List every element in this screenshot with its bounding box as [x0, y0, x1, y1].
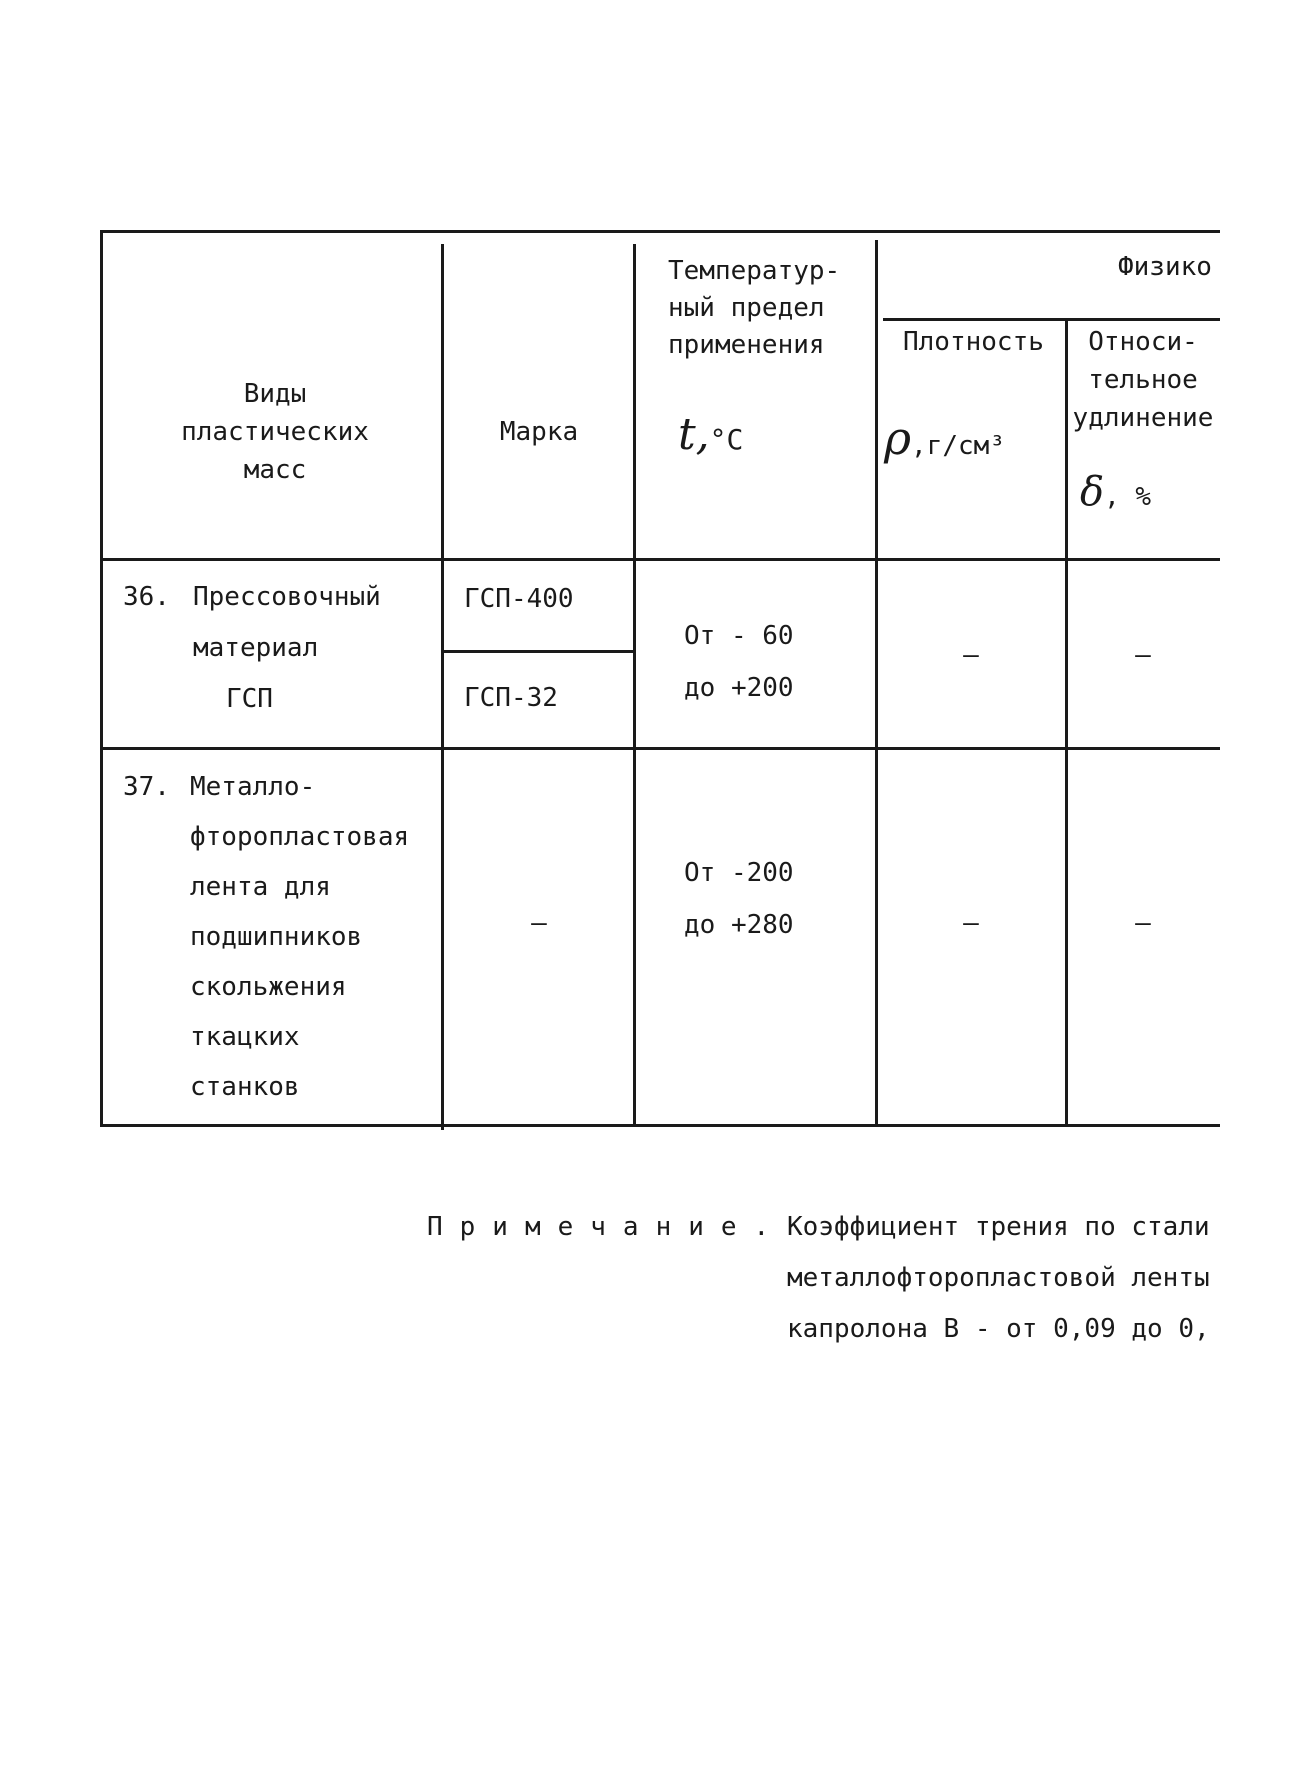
row-36-temp-line: до +200	[684, 673, 794, 703]
row-37-name-line: фторопластовая	[190, 822, 410, 852]
note-line: капролона В - от 0,09 до 0,	[787, 1314, 1210, 1344]
col-divider-4	[1065, 318, 1068, 1124]
table-bottom-border	[100, 1124, 1220, 1127]
row-37-temp-line: От -200	[684, 858, 794, 888]
header-physico: Физико	[1118, 252, 1212, 282]
header-elong-line: удлинение	[1072, 403, 1214, 433]
header-temp-line: ный предел	[668, 293, 825, 323]
row-separator	[100, 747, 1220, 750]
row-36-name-line: ГСП	[226, 684, 273, 714]
row-36-density: —	[963, 640, 979, 670]
row-36-mark-2: ГСП-32	[464, 683, 558, 713]
physico-subheader-line	[883, 318, 1220, 321]
row-36-temp-line: От - 60	[684, 621, 794, 651]
header-bottom-border	[100, 558, 1220, 561]
header-temp-line: Температур-	[668, 256, 841, 286]
elong-unit: , %	[1104, 482, 1152, 512]
temp-unit: °С	[709, 423, 744, 456]
header-elong-line: тельное	[1088, 365, 1198, 395]
header-temp	[668, 256, 840, 360]
col-divider-2	[633, 244, 636, 1124]
mark-split-line	[444, 650, 636, 653]
header-kind	[120, 379, 430, 485]
table-top-border	[100, 230, 1220, 233]
table-left-border	[100, 230, 103, 1124]
temp-symbol: t,	[678, 409, 710, 460]
note-label: Примечание.	[427, 1212, 787, 1242]
row-36-elong: —	[1135, 640, 1151, 670]
header-elong	[1068, 327, 1218, 433]
row-37-temp-line: до +280	[684, 910, 794, 940]
row-37-name-line: Металло-	[190, 772, 316, 802]
row-37-name-line: станков	[190, 1072, 300, 1102]
header-mark: Марка	[499, 417, 579, 447]
row-36-name-line: материал	[193, 633, 319, 663]
header-density: Плотность	[903, 327, 1044, 357]
row-37-temp	[684, 858, 794, 940]
header-temp-line: применения	[668, 330, 825, 360]
row-36-mark-1: ГСП-400	[464, 584, 574, 614]
header-elong-unit	[1080, 469, 1152, 515]
row-37-elong: —	[1135, 908, 1151, 938]
col-divider-3	[875, 240, 878, 1124]
header-temp-unit	[678, 409, 744, 460]
row-36-temp	[684, 621, 794, 703]
header-kind-line: пластических	[181, 417, 369, 447]
col-divider-1	[441, 244, 444, 1130]
row-37-name	[190, 772, 409, 1102]
row-37-name-line: скольжения	[190, 972, 347, 1002]
row-37-number: 37.	[123, 772, 170, 802]
note-line: металлофторопластовой ленты	[787, 1263, 1210, 1293]
row-37-name-line: лента для	[190, 872, 331, 902]
density-unit: ,г/см³	[911, 431, 1005, 461]
header-kind-line: Виды	[243, 379, 307, 409]
elong-symbol: δ	[1080, 469, 1105, 515]
density-symbol: ρ	[884, 411, 912, 465]
row-37-name-line: ткацких	[190, 1022, 300, 1052]
row-37-name-line: подшипников	[190, 922, 363, 952]
note-line: Коэффициент трения по стали	[787, 1212, 1210, 1242]
row-36-number: 36.	[123, 582, 170, 612]
row-37-mark: —	[531, 908, 547, 938]
header-elong-line: Относи-	[1088, 327, 1198, 357]
row-36-name	[193, 582, 381, 714]
header-kind-line: масс	[243, 455, 307, 485]
row-37-density: —	[963, 908, 979, 938]
row-36-name-line: Прессовочный	[193, 582, 381, 612]
header-density-unit	[884, 411, 1005, 465]
